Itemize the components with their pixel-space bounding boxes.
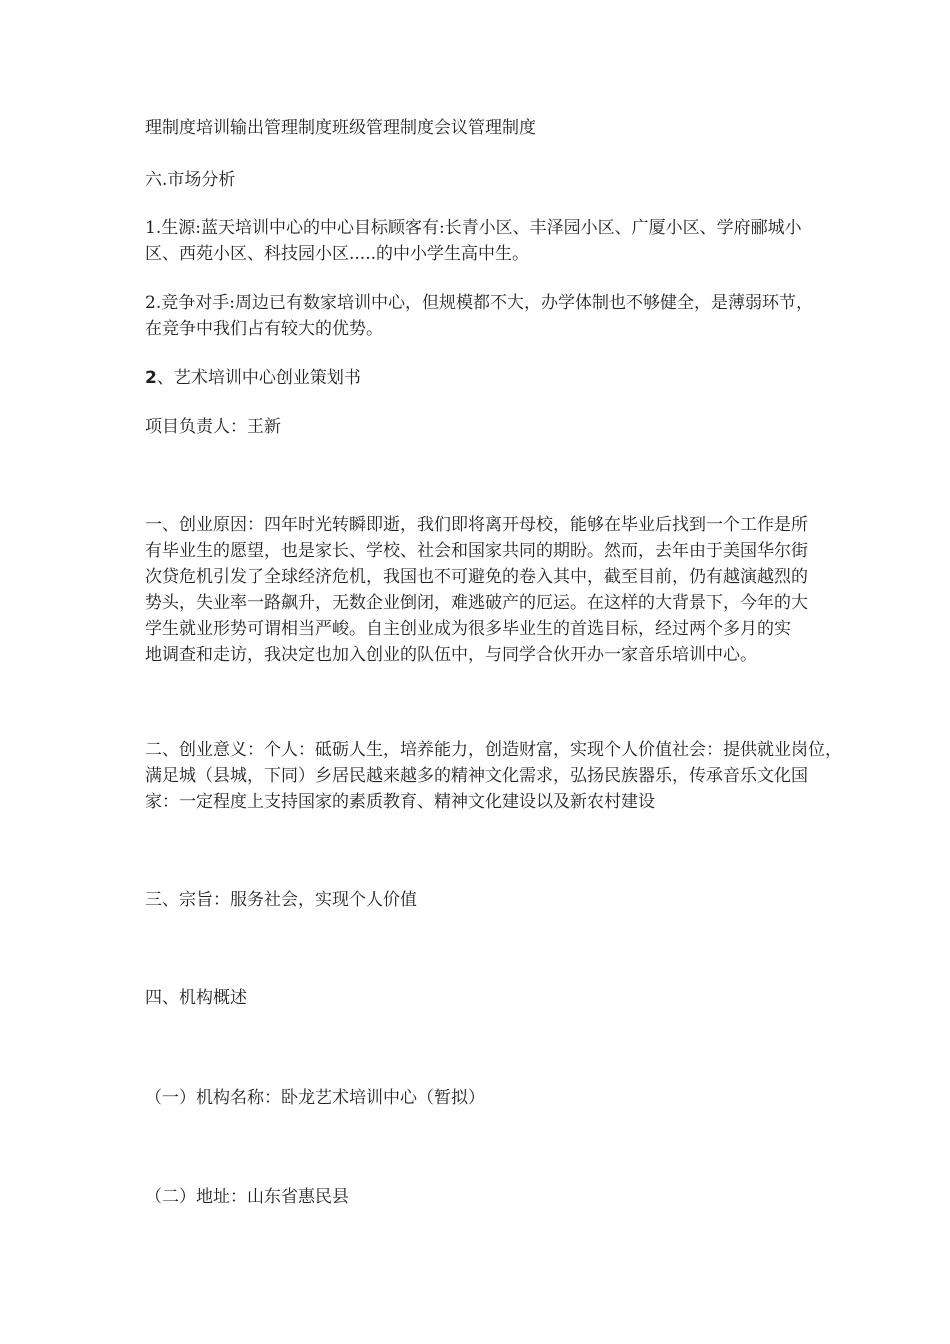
text-line: 1.生源:蓝天培训中心的中心目标顾客有:长青小区、丰泽园小区、广厦小区、学府郦城小	[145, 218, 802, 238]
text-line: 一、创业原因：四年时光转瞬即逝，我们即将离开母校，能够在毕业后找到一个工作是所	[145, 515, 808, 535]
text-line: （二）地址：山东省惠民县	[145, 1187, 349, 1207]
text-line: 六.市场分析	[145, 170, 236, 190]
text-line: 在竞争中我们占有较大的优势。	[145, 319, 383, 339]
text-line: 家：一定程度上支持国家的素质教育、精神文化建设以及新农村建设	[145, 792, 655, 812]
text-line: 有毕业生的愿望，也是家长、学校、社会和国家共同的期盼。然而，去年由于美国华尔街	[145, 541, 808, 561]
heading-organization-overview	[145, 985, 825, 1011]
text-line: 、艺术培训中心创业策划书	[156, 368, 361, 388]
section-number: 2	[145, 368, 157, 388]
text-line: 项目负责人：王新	[145, 417, 281, 437]
section-title-art-training-plan	[145, 365, 825, 391]
organization-address	[145, 1184, 825, 1210]
paragraph-management-systems	[145, 115, 825, 141]
text-line: 满足城（县城，下同）乡居民越来越多的精神文化需求，弘扬民族器乐，传承音乐文化国	[145, 766, 808, 786]
text-line: 二、创业意义：个人：砥砺人生，培养能力，创造财富，实现个人价值社会：提供就业岗位，	[145, 740, 842, 760]
text-line: 次贷危机引发了全球经济危机，我国也不可避免的卷入其中，截至目前，仍有越演越烈的	[145, 567, 808, 587]
text-line: 理制度培训输出管理制度班级管理制度会议管理制度	[145, 118, 536, 138]
paragraph-startup-reason	[145, 512, 825, 668]
text-line: 三、宗旨：服务社会，实现个人价值	[145, 890, 417, 910]
project-leader	[145, 414, 825, 440]
organization-name	[145, 1085, 825, 1111]
text-line: 势头，失业率一路飙升，无数企业倒闭，难逃破产的厄运。在这样的大背景下，今年的大	[145, 593, 808, 613]
heading-market-analysis	[145, 167, 825, 193]
text-line: 2.竞争对手:周边已有数家培训中心，但规模都不大，办学体制也不够健全，是薄弱环节，	[145, 293, 813, 313]
paragraph-startup-significance	[145, 737, 842, 815]
text-line: 地调查和走访，我决定也加入创业的队伍中，与同学合伙开办一家音乐培训中心。	[145, 645, 757, 665]
text-line: 区、西苑小区、科技园小区.....的中小学生高中生。	[145, 244, 530, 264]
paragraph-purpose	[145, 887, 825, 913]
paragraph-student-source	[145, 215, 825, 267]
text-line: 四、机构概述	[145, 988, 247, 1008]
paragraph-competitors	[145, 290, 825, 342]
text-line: 学生就业形势可谓相当严峻。自主创业成为很多毕业生的首选目标，经过两个多月的实	[145, 619, 791, 639]
text-line: （一）机构名称：卧龙艺术培训中心（暂拟）	[145, 1088, 485, 1108]
